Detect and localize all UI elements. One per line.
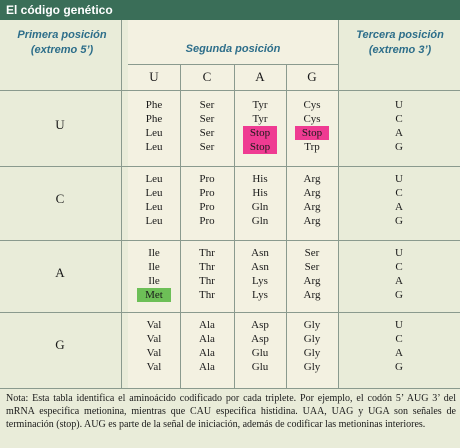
amino-acid-cell: Ala [199, 347, 215, 359]
second-base-u: U [149, 69, 159, 84]
third-base-cell: C [395, 261, 403, 273]
third-base-cell: A [395, 127, 403, 139]
first-base-u: U [55, 117, 65, 132]
amino-acid-cell: Leu [145, 215, 163, 227]
amino-acid-cell: Gly [303, 319, 321, 331]
grid-line [0, 90, 460, 91]
third-base-cell: G [395, 215, 403, 227]
amino-acid-cell: Val [146, 347, 162, 359]
amino-acid-cell: Leu [145, 187, 163, 199]
amino-acid-cell: Thr [199, 289, 215, 301]
third-base-cell: G [395, 289, 403, 301]
stop-codon-cell: Stop [243, 126, 277, 140]
grid-line [0, 388, 460, 389]
amino-acid-cell: Gln [251, 201, 269, 213]
amino-acid-cell: Thr [199, 247, 215, 259]
third-base-cell: A [395, 201, 403, 213]
third-position-header: Tercera posición (extremo 3’) [356, 29, 444, 56]
third-base-cell: G [395, 361, 403, 373]
amino-acid-cell: Pro [199, 173, 215, 185]
amino-acid-cell: Phe [145, 113, 163, 125]
grid-line [128, 64, 338, 65]
amino-acid-cell: Tyr [252, 113, 268, 125]
amino-acid-cell: Gly [303, 361, 321, 373]
amino-acid-cell: Glu [251, 361, 269, 373]
amino-acid-cell: Arg [303, 289, 321, 301]
third-base-cell: C [395, 333, 403, 345]
amino-acid-cell: Gly [303, 347, 321, 359]
third-base-cell: G [395, 141, 403, 153]
amino-acid-cell: Asp [251, 319, 269, 331]
amino-acid-cell: Thr [199, 261, 215, 273]
amino-acid-cell: Arg [303, 173, 321, 185]
amino-acid-cell: Thr [199, 275, 215, 287]
first-base-a: A [55, 265, 65, 280]
amino-acid-cell: Leu [145, 201, 163, 213]
figure-title: El código genético [0, 0, 460, 20]
amino-acid-cell: Ser [304, 261, 320, 273]
amino-acid-cell: Arg [303, 275, 321, 287]
third-base-cell: U [395, 99, 403, 111]
amino-acid-cell: Trp [304, 141, 320, 153]
amino-acid-cell: His [252, 173, 268, 185]
grid-line [121, 20, 122, 388]
third-base-cell: U [395, 173, 403, 185]
third-base-cell: C [395, 187, 403, 199]
amino-acid-cell: Leu [145, 173, 163, 185]
third-base-cell: U [395, 247, 403, 259]
amino-acid-cell: Pro [199, 187, 215, 199]
third-base-cell: C [395, 113, 403, 125]
amino-acid-cell: Asp [251, 333, 269, 345]
amino-acid-cell: Ser [304, 247, 320, 259]
first-base-g: G [55, 337, 65, 352]
amino-acid-cell: Arg [303, 215, 321, 227]
amino-acid-cell: Val [146, 319, 162, 331]
third-base-cell: U [395, 319, 403, 331]
amino-acid-cell: Pro [199, 201, 215, 213]
amino-acid-cell: Arg [303, 201, 321, 213]
amino-acid-cell: Asn [251, 261, 269, 273]
amino-acid-cell: Val [146, 333, 162, 345]
third-base-cell: A [395, 347, 403, 359]
amino-acid-cell: Ser [199, 99, 215, 111]
amino-acid-cell: Ala [199, 333, 215, 345]
third-base-cell: A [395, 275, 403, 287]
stop-codon-cell: Stop [243, 140, 277, 154]
amino-acid-cell: Tyr [252, 99, 268, 111]
amino-acid-cell: Leu [145, 141, 163, 153]
grid-line [0, 240, 460, 241]
amino-acid-cell: Phe [145, 99, 163, 111]
first-position-header: Primera posición (extremo 5’) [17, 29, 107, 56]
second-base-c: C [202, 69, 212, 84]
amino-acid-cell: Asn [251, 247, 269, 259]
amino-acid-cell: Ser [199, 141, 215, 153]
amino-acid-cell: Glu [251, 347, 269, 359]
grid-line [0, 166, 460, 167]
amino-acid-cell: Ile [148, 261, 160, 273]
amino-acid-cell: Ser [199, 113, 215, 125]
amino-acid-cell: Ser [199, 127, 215, 139]
amino-acid-cell: Pro [199, 215, 215, 227]
stop-codon-cell: Stop [295, 126, 329, 140]
amino-acid-cell: Cys [303, 113, 321, 125]
amino-acid-cell: Leu [145, 127, 163, 139]
amino-acid-cell: Ala [199, 319, 215, 331]
amino-acid-cell: Lys [252, 275, 268, 287]
first-base-c: C [55, 191, 65, 206]
amino-acid-cell: His [252, 187, 268, 199]
second-base-a: A [255, 69, 265, 84]
amino-acid-cell: Ile [148, 247, 160, 259]
start-codon-cell: Met [137, 288, 171, 302]
amino-acid-cell: Gln [251, 215, 269, 227]
amino-acid-cell: Arg [303, 187, 321, 199]
amino-acid-cell: Lys [252, 289, 268, 301]
amino-acid-cell: Gly [303, 333, 321, 345]
amino-acid-cell: Val [146, 361, 162, 373]
table-note: Nota: Esta tabla identifica el aminoácido codificado por cada triplete. Por ejemplo, el codón 5’ AUG 3’ del mRNA especifica metionina, mientras que CAU especifica histidina. UAA, UAG y UGA son señales de terminación (stop). AUG es parte de la señal de iniciación, además de codificar las metioninas interiores. [6, 393, 456, 430]
amino-acid-cell: Ala [199, 361, 215, 373]
second-position-header: Segunda posición [185, 43, 281, 55]
grid-line [0, 312, 460, 313]
amino-acid-cell: Ile [148, 275, 160, 287]
amino-acid-cell: Cys [303, 99, 321, 111]
second-base-g: G [307, 69, 317, 84]
